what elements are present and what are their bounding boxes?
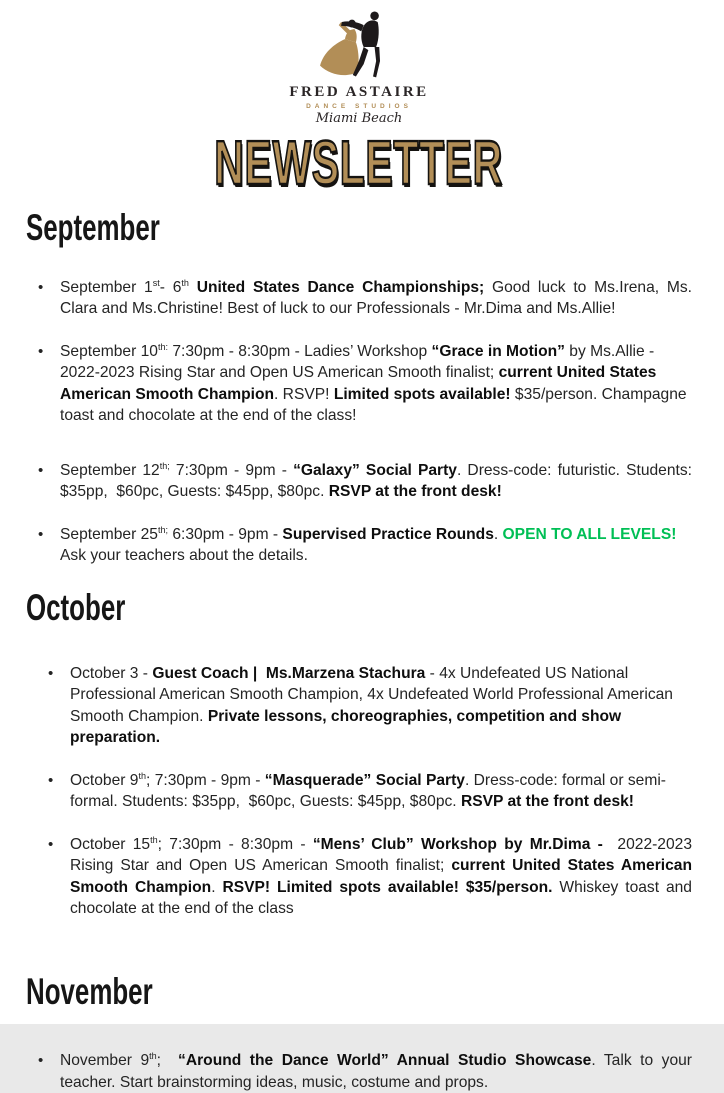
event-text-segment: - 4x Undefeated US National Professional American Smooth Champion, 4x Undefeated World Professional American Smooth Champion. [70, 664, 678, 725]
event-text-segment: “Galaxy” Social Party [293, 461, 457, 479]
event-text-segment: . Talk to your teacher. Start brainstorming ideas, music, costume and props. [60, 1052, 697, 1091]
event-text-segment: th [150, 834, 158, 845]
section-october [26, 586, 697, 920]
event-text [60, 341, 692, 427]
event-text-segment: “Around the Dance World” Annual Studio Showcase [178, 1052, 592, 1070]
event-text-segment: st [152, 277, 160, 288]
event-item [38, 277, 697, 320]
event-text-segment: September 10 [60, 342, 158, 360]
event-list-september [26, 277, 697, 567]
event-text-segment: RSVP at the front desk! [460, 793, 634, 811]
newsletter-title: NEWSLETTER [214, 129, 504, 198]
bullet-icon: • [38, 278, 44, 296]
event-text [70, 663, 692, 749]
event-text-segment: September 25 [60, 525, 158, 543]
event-text-segment: . [493, 525, 503, 543]
event-text-segment: th [149, 1051, 157, 1062]
event-text-segment: “Mens’ Club” Workshop by Mr.Dima - [312, 835, 611, 853]
event-text-segment: - 6 [159, 278, 182, 296]
event-text-segment: September 12 [60, 461, 160, 479]
event-text-segment: th; [157, 524, 169, 535]
event-text-segment: RSVP at the front desk! [328, 483, 502, 501]
event-text-segment: United States Dance Championships; [196, 278, 485, 296]
event-item [38, 341, 692, 427]
event-item [38, 524, 692, 567]
event-text-segment: Good luck to Ms.Irena, Ms. Clara and Ms.Christine! Best of luck to our Professionals - Mr.Dima and Ms.Allie! [60, 278, 697, 318]
event-item [38, 460, 697, 503]
event-item [48, 770, 692, 813]
event-item [38, 1050, 697, 1093]
event-text-segment: current United States American Smooth Champion [70, 857, 697, 896]
brand-subtitle: DANCE STUDIOS [306, 103, 412, 110]
event-text-segment: th: [157, 341, 169, 352]
event-text-segment [189, 279, 197, 296]
event-text-segment: Ask your teachers about the details. [60, 525, 680, 565]
dancing-couple-icon [311, 8, 407, 82]
event-text [70, 770, 692, 813]
event-text-segment: th; [159, 460, 170, 471]
event-text-segment: “Masquerade” Social Party [264, 771, 465, 789]
event-text-segment: 7:30pm - 9pm - [169, 461, 294, 479]
event-text-segment: 7:30pm - 8:30pm - Ladies’ Workshop [168, 342, 432, 360]
bullet-icon: • [38, 342, 44, 360]
section-september [26, 207, 697, 567]
event-text-segment: . RSVP! [274, 385, 334, 403]
event-text-segment: Private lessons, choreographies, competition and show preparation. [70, 707, 626, 747]
event-text-segment: . Dress-code: futuristic. Students: $35pp, $60pc, Guests: $45pp, $80pc. [60, 461, 697, 501]
event-text-segment: th [138, 770, 147, 781]
event-text [60, 460, 697, 503]
section-heading-september: September [26, 207, 160, 248]
event-text-segment: OPEN TO ALL LEVELS! [502, 525, 677, 543]
newsletter-title-wrap [26, 129, 692, 198]
brand-location: Miami Beach [315, 111, 403, 126]
event-item [48, 834, 697, 920]
event-text-segment: Supervised Practice Rounds [282, 525, 494, 543]
event-text-segment: by Ms.Allie - 2022-2023 Rising Star and Open US American Smooth finalist; [60, 342, 659, 382]
event-text-segment: ; [156, 1052, 179, 1070]
event-text-segment: October 3 - [70, 664, 153, 682]
event-text [60, 1050, 697, 1093]
event-text-segment: “Grace in Motion” [431, 342, 565, 360]
bullet-icon: • [48, 771, 54, 789]
bullet-icon: • [48, 835, 54, 853]
event-list-november [26, 1050, 697, 1093]
event-text-segment: October 15 [70, 835, 151, 853]
event-text-segment: October 9 [70, 771, 139, 789]
section-heading-october: October [26, 586, 126, 628]
event-text-segment: September 1 [60, 278, 153, 296]
bullet-icon: • [48, 664, 54, 682]
event-text-segment: 2022-2023 Rising Star and Open US American Smooth finalist; [70, 835, 697, 875]
event-text-segment: November 9 [60, 1052, 150, 1070]
brand-name: FRED ASTAIRE [289, 84, 429, 100]
bullet-icon: • [38, 525, 44, 543]
event-text [70, 834, 697, 920]
event-text-segment: Limited spots available! [333, 385, 511, 403]
event-text-segment: th [181, 277, 189, 288]
event-text-segment: Guest Coach | Ms.Marzena Stachura [152, 664, 426, 682]
event-item [48, 663, 692, 749]
event-text-segment: $35/person. Champagne toast and chocolate at the end of the class! [60, 385, 691, 425]
event-text-segment: ; 7:30pm - 8:30pm - [157, 835, 313, 853]
event-text-segment: 6:30pm - 9pm - [168, 525, 283, 543]
section-november [26, 970, 697, 1093]
event-text-segment: ; 7:30pm - 9pm - [146, 771, 265, 789]
bullet-icon: • [38, 1052, 44, 1070]
event-text-segment: RSVP! Limited spots available! $35/person. [222, 878, 553, 896]
event-text-segment: Whiskey toast and chocolate at the end of the class [70, 878, 697, 918]
studio-logo [26, 8, 692, 126]
sections-container [26, 207, 697, 1093]
event-text-segment: . Dress-code: formal or semi-formal. Students: $35pp, $60pc, Guests: $45pp, $80pc. [70, 771, 666, 811]
event-text-segment: current United States American Smooth Champion [60, 364, 661, 403]
event-text [60, 524, 692, 567]
event-text-segment: . [211, 878, 223, 896]
bullet-icon: • [38, 461, 44, 479]
event-list-october [26, 663, 697, 920]
event-text [60, 277, 697, 320]
section-heading-november: November [26, 970, 153, 1012]
